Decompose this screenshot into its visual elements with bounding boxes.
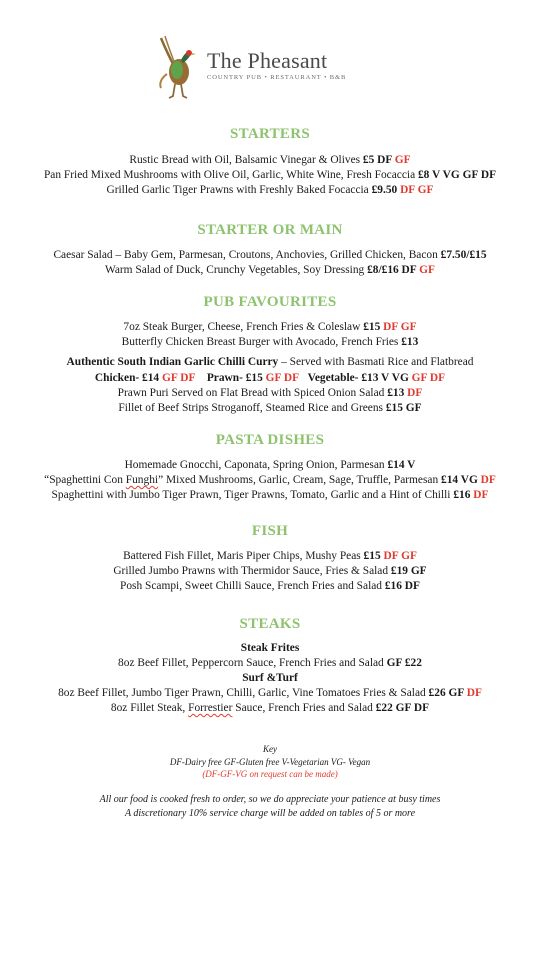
menu-item: Warm Salad of Duck, Crunchy Vegetables, Soy Dressing £8/£16 DF GF	[104, 264, 435, 276]
pheasant-icon	[155, 34, 201, 106]
menu-item: 7oz Steak Burger, Cheese, French Fries & Coleslaw £15 DF GF	[123, 321, 417, 333]
menu-item: 8oz Beef Fillet, Peppercorn Sauce, French Fries and Salad GF £22	[118, 657, 422, 669]
key-legend: DF-Dairy free GF-Gluten free V-Vegetarian VG- Vegan	[169, 757, 371, 767]
menu-subheading: Surf &Turf	[242, 672, 298, 684]
menu-item: Grilled Garlic Tiger Prawns with Freshly Baked Focaccia £9.50 DF GF	[106, 184, 434, 196]
menu-item: Butterfly Chicken Breast Burger with Avocado, French Fries £13	[121, 336, 419, 348]
menu-item: Homemade Gnocchi, Caponata, Spring Onion, Parmesan £14 V	[124, 459, 416, 471]
logo	[155, 34, 385, 104]
brand-name: The Pheasant	[207, 48, 328, 73]
key-title: Key	[263, 744, 277, 754]
section-title-pub-favourites: PUB FAVOURITES	[203, 294, 337, 310]
section-title-starter-or-main: STARTER OR MAIN	[197, 222, 343, 238]
section-title-fish: FISH	[251, 523, 289, 539]
menu-item-curry-options: Chicken- £14 GF DF Prawn- £15 GF DF Vegetable- £13 V VG GF DF	[94, 372, 446, 384]
menu-item: Posh Scampi, Sweet Chilli Sauce, French Fries and Salad £16 DF	[120, 580, 420, 592]
section-title-starters: STARTERS	[230, 126, 310, 142]
menu-item: “Spaghettini Con Funghi” Mixed Mushrooms, Garlic, Cream, Sage, Truffle, Parmesan £14 VG DF	[44, 474, 496, 486]
menu-item: Grilled Jumbo Prawns with Thermidor Sauce, Fries & Salad £19 GF	[113, 565, 427, 577]
menu-item: Caesar Salad – Baby Gem, Parmesan, Croutons, Anchovies, Grilled Chicken, Bacon £7.50/£15	[53, 249, 487, 261]
menu-item: Battered Fish Fillet, Maris Piper Chips, Mushy Peas £15 DF GF	[123, 550, 417, 562]
section-title-steaks: STEAKS	[239, 616, 301, 632]
footer-line-2: A discretionary 10% service charge will be added on tables of 5 or more	[124, 808, 416, 819]
key-note: (DF-GF-VG on request can be made)	[202, 769, 338, 779]
menu-item: 8oz Fillet Steak, Forrestier Sauce, French Fries and Salad £22 GF DF	[110, 702, 430, 714]
brand-tagline: COUNTRY PUB • RESTAURANT • B&B	[207, 74, 347, 81]
menu-item: Authentic South Indian Garlic Chilli Curry – Served with Basmati Rice and Flatbread	[66, 356, 474, 368]
menu-item: Prawn Puri Served on Flat Bread with Spiced Onion Salad £13 DF	[117, 387, 423, 399]
menu-item: Rustic Bread with Oil, Balsamic Vinegar & Olives £5 DF GF	[129, 154, 411, 166]
footer-line-1: All our food is cooked fresh to order, so we do appreciate your patience at busy times	[99, 794, 441, 805]
menu-item: Fillet of Beef Strips Stroganoff, Steamed Rice and Greens £15 GF	[118, 402, 422, 414]
section-title-pasta: PASTA DISHES	[215, 432, 325, 448]
menu-item: Spaghettini with Jumbo Tiger Prawn, Tiger Prawns, Tomato, Garlic and a Hint of Chilli £16 DF	[51, 489, 489, 501]
menu-item: Pan Fried Mixed Mushrooms with Olive Oil, Garlic, White Wine, Fresh Focaccia £8 V VG GF DF	[43, 169, 497, 181]
menu-item: 8oz Beef Fillet, Jumbo Tiger Prawn, Chilli, Garlic, Vine Tomatoes Fries & Salad £26 GF DF	[58, 687, 482, 699]
menu-subheading: Steak Frites	[240, 642, 300, 654]
